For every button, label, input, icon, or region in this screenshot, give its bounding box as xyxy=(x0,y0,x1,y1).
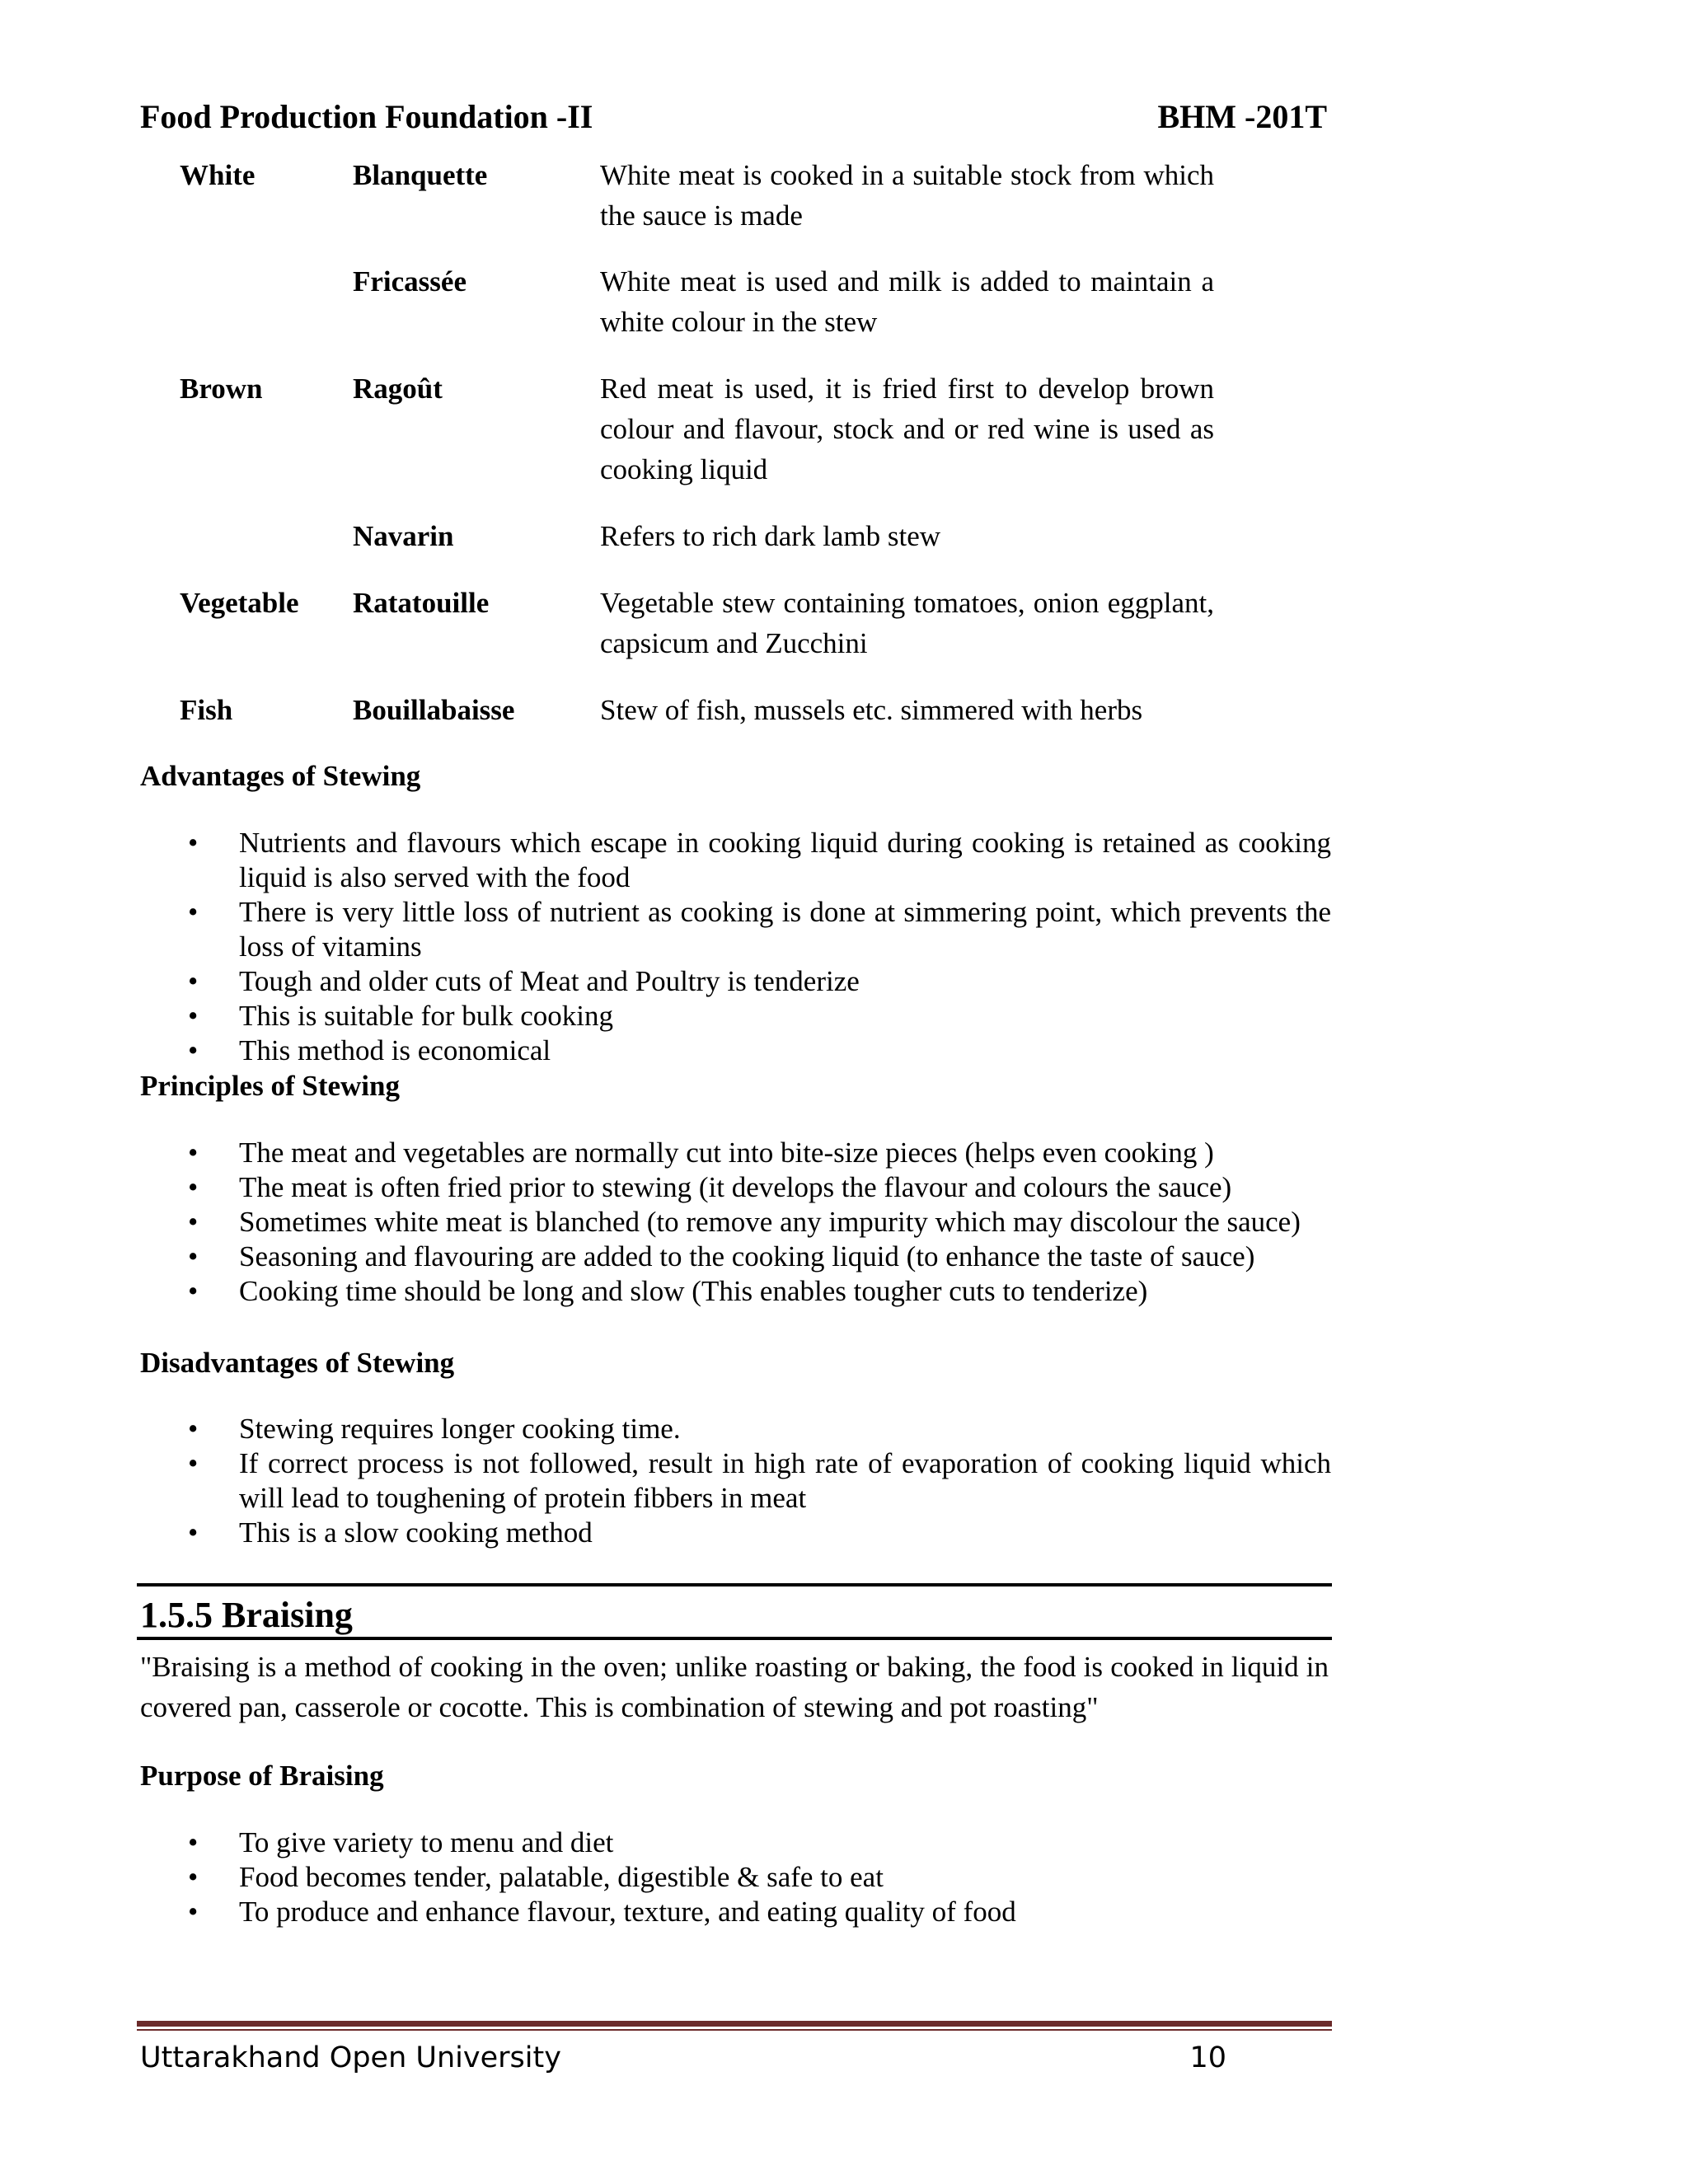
bullet-icon: • xyxy=(188,1447,199,1479)
list-item: • This method is economical xyxy=(188,1034,551,1066)
stew-name: Ragoût xyxy=(353,373,443,405)
stew-description: Refers to rich dark lamb stew xyxy=(600,520,941,552)
bullet-icon: • xyxy=(188,1861,199,1893)
principles-list xyxy=(0,1136,1688,1309)
bullet-icon: • xyxy=(188,1034,199,1066)
stew-name: Bouillabaisse xyxy=(353,694,515,726)
list-item: • The meat is often fried prior to stewing (it develops the flavour and colours the sauce) xyxy=(188,1171,1232,1203)
section-rule-bottom xyxy=(137,1637,1332,1640)
list-item: • Food becomes tender, palatable, digestible & safe to eat xyxy=(188,1861,884,1893)
bullet-icon: • xyxy=(188,1275,199,1307)
list-item: • The meat and vegetables are normally cut into bite-size pieces (helps even cooking ) xyxy=(188,1137,1214,1169)
braising-definition: "Braising is a method of cooking in the oven; unlike roasting or baking, the food is cooked in liquid in covered pan, casserole or cocotte. This is combination of stewing and pot roasting" xyxy=(140,1651,1329,1723)
stew-name: Navarin xyxy=(353,520,454,552)
list-item: • To produce and enhance flavour, texture, and eating quality of food xyxy=(188,1896,1016,1928)
list-item: • Tough and older cuts of Meat and Poultry is tenderize xyxy=(188,965,860,997)
header-course-code: BHM -201T xyxy=(1157,98,1327,135)
list-item: • There is very little loss of nutrient as cooking is done at simmering point, which prevents the loss of vitamins xyxy=(188,896,1331,963)
list-item: • Stewing requires longer cooking time. xyxy=(188,1413,681,1445)
header-title: Food Production Foundation -II xyxy=(140,98,593,135)
stew-name: Ratatouille xyxy=(353,587,490,619)
stew-description: Red meat is used, it is fried first to develop brown colour and flavour, stock and or red wine is used as cooking liquid xyxy=(600,373,1214,485)
stew-category: Brown xyxy=(180,373,263,405)
list-item: • Nutrients and flavours which escape in cooking liquid during cooking is retained as cooking liquid is also served with the food xyxy=(188,827,1331,893)
principles-heading: Principles of Stewing xyxy=(140,1070,400,1102)
bullet-icon: • xyxy=(188,1137,199,1169)
bullet-icon: • xyxy=(188,827,199,859)
bullet-icon: • xyxy=(188,1516,199,1549)
stew-category: Fish xyxy=(180,694,233,726)
disadvantages-list xyxy=(0,1412,1688,1550)
purpose-heading: Purpose of Braising xyxy=(140,1760,384,1792)
purpose-list xyxy=(0,1825,1688,1929)
bullet-icon: • xyxy=(188,1826,199,1858)
bullet-icon: • xyxy=(188,1000,199,1032)
footer-rule-thin xyxy=(137,2029,1332,2031)
bullet-icon: • xyxy=(188,1206,199,1238)
bullet-icon: • xyxy=(188,1413,199,1445)
stew-description: White meat is cooked in a suitable stock from which the sauce is made xyxy=(600,159,1214,232)
list-item: • Sometimes white meat is blanched (to remove any impurity which may discolour the sauce) xyxy=(188,1206,1301,1238)
list-item: • To give variety to menu and diet xyxy=(188,1826,614,1858)
list-item: • This is a slow cooking method xyxy=(188,1516,593,1549)
bullet-icon: • xyxy=(188,965,199,997)
stew-category: White xyxy=(180,159,256,191)
stew-description: White meat is used and milk is added to maintain a white colour in the stew xyxy=(600,265,1214,338)
advantages-heading: Advantages of Stewing xyxy=(140,760,421,792)
list-item: • Cooking time should be long and slow (This enables tougher cuts to tenderize) xyxy=(188,1275,1148,1307)
list-item: • This is suitable for bulk cooking xyxy=(188,1000,613,1032)
footer-institution: Uttarakhand Open University xyxy=(140,2041,561,2074)
list-item: • If correct process is not followed, result in high rate of evaporation of cooking liquid which will lead to toughening of protein fibbers in meat xyxy=(188,1447,1331,1514)
stew-name: Fricassée xyxy=(353,265,467,298)
footer-rule xyxy=(137,2021,1332,2027)
stew-description: Vegetable stew containing tomatoes, onion eggplant, capsicum and Zucchini xyxy=(600,587,1214,659)
section-title: 1.5.5 Braising xyxy=(140,1595,353,1635)
bullet-icon: • xyxy=(188,1896,199,1928)
bullet-icon: • xyxy=(188,896,199,928)
advantages-list xyxy=(0,826,1688,1068)
page-number: 10 xyxy=(1189,2041,1226,2074)
stew-category: Vegetable xyxy=(180,587,299,619)
bullet-icon: • xyxy=(188,1171,199,1203)
bullet-icon: • xyxy=(188,1240,199,1272)
stew-name: Blanquette xyxy=(353,159,488,191)
disadvantages-heading: Disadvantages of Stewing xyxy=(140,1347,455,1379)
list-item: • Seasoning and flavouring are added to the cooking liquid (to enhance the taste of sauce) xyxy=(188,1240,1255,1272)
section-rule-top xyxy=(137,1583,1332,1586)
stew-description: Stew of fish, mussels etc. simmered with herbs xyxy=(600,694,1143,726)
